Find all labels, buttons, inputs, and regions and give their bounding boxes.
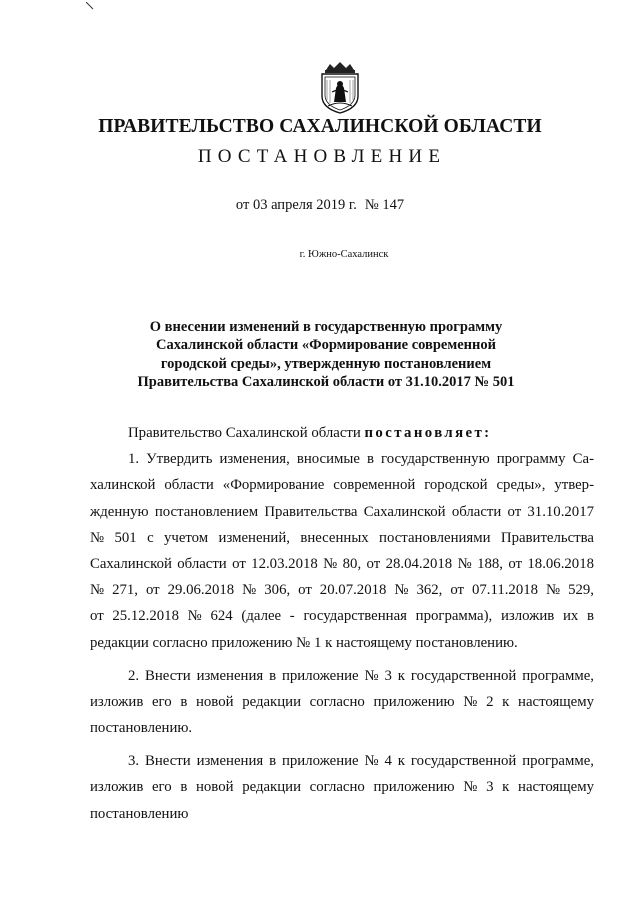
document-body — [90, 420, 594, 827]
subject-line: О внесении изменений в государственную программу — [149, 319, 503, 335]
coat-of-arms-emblem — [316, 62, 364, 114]
decree-word: постановляет: — [364, 425, 492, 441]
document-number: № 147 — [364, 197, 405, 213]
paragraph-1-line: халинской области «Формирование современной городской среды», утвер- — [90, 477, 594, 494]
paragraph-1-line: № 271, от 29.06.2018 № 306, от 20.07.2018 № 362, от 07.11.2018 № 529, — [90, 582, 594, 599]
paragraph-1-line: № 501 с учетом изменений, внесенных постановлениями Правительства — [90, 529, 594, 546]
paragraph-1-line: 1. Утвердить изменения, вносимые в государственную программу Са- — [128, 451, 594, 468]
paragraph-2-line: постановлению. — [90, 720, 193, 737]
paragraph-2-line: 2. Внести изменения в приложение № 3 к государственной программе, — [128, 667, 594, 684]
organization-title: ПРАВИТЕЛЬСТВО САХАЛИНСКОЙ ОБЛАСТИ — [98, 116, 542, 137]
paragraph-3-line: 3. Внести изменения в приложение № 4 к государственной программе, — [128, 753, 594, 770]
subject-line: Правительства Сахалинской области от 31.10.2017 № 501 — [137, 374, 515, 391]
subject-line: городской среды», утвержденную постановлением — [160, 355, 492, 372]
document-date: от 03 апреля 2019 г. — [235, 197, 357, 213]
paragraph-1-line: жденную постановлением Правительства Сахалинской области от 31.10.2017 — [90, 503, 594, 520]
paragraph-gap — [90, 656, 594, 663]
intro-text: Правительство Сахалинской области — [128, 425, 361, 441]
paragraph-3-line: постановлению — [90, 805, 189, 822]
paragraph-2-line: изложив его в новой редакции согласно приложению № 2 к настоящему — [90, 693, 594, 710]
document-type-title: ПОСТАНОВЛЕНИЕ — [197, 146, 447, 167]
paragraph-gap — [90, 741, 594, 748]
paragraph-1-line: Сахалинской области от 12.03.2018 № 80, от 28.04.2018 № 188, от 18.06.2018 — [90, 555, 594, 572]
scan-artifact-mark — [86, 2, 94, 10]
document-city: г. Южно-Сахалинск — [299, 249, 389, 260]
subject-line: Сахалинской области «Формирование современной — [155, 337, 496, 354]
intro-line — [90, 420, 594, 446]
document-subject — [120, 318, 532, 392]
paragraph-3-line: изложив его в новой редакции согласно приложению № 3 к настоящему — [90, 779, 594, 796]
document-date-number — [0, 197, 640, 214]
paragraph-1-line: от 25.12.2018 № 624 (далее - государственная программа), изложив их в — [90, 608, 594, 625]
paragraph-1-line: редакции согласно приложению № 1 к настоящему постановлению. — [90, 634, 518, 651]
